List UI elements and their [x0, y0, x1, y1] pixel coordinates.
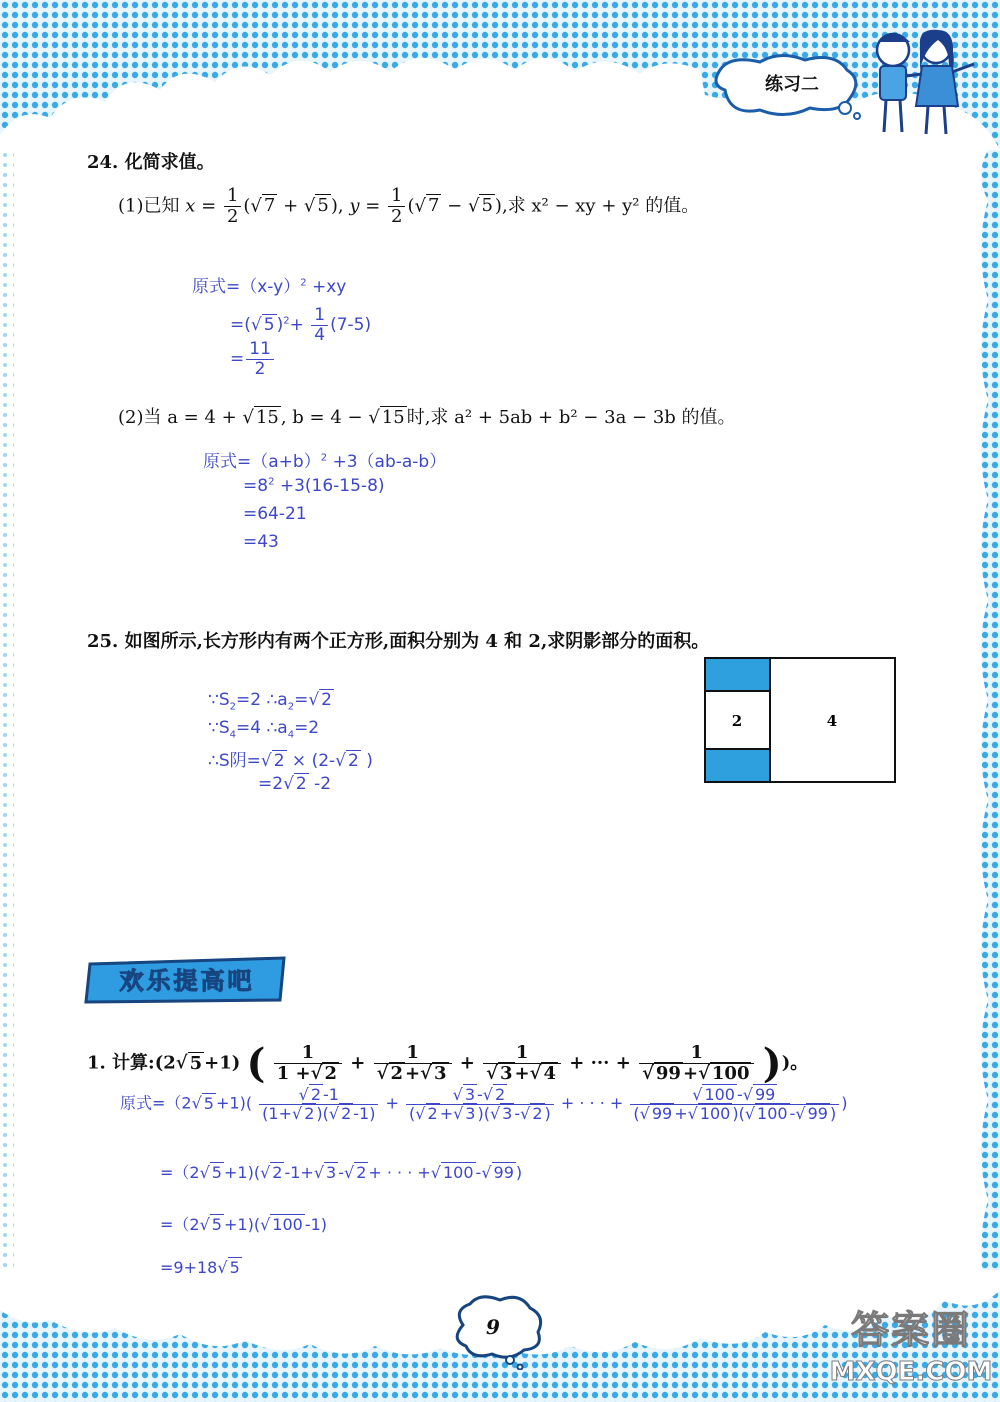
fraction-half: $\frac{1}{2}$ [224, 186, 241, 227]
watermark-url: MXQE.COM [829, 1357, 993, 1387]
section-banner-text: 欢乐提高吧 [119, 967, 255, 995]
shaded-region-top [705, 658, 769, 691]
question-24-part1: (1)已知 x = $\frac{1}{2}$ (√ 7 + √ 5 ), y = $\frac{1}{2}$ (√ 7 − √ 5 ),求 x² − xy + y² 的值。 [118, 185, 700, 227]
question-25-title: 25. 如图所示,长方形内有两个正方形,面积分别为 4 和 2,求阴影部分的面积。 [87, 631, 710, 652]
problem-1-answer-line4: =9+18√ 5 [160, 1258, 240, 1277]
large-square-label: 4 [826, 712, 838, 730]
question-24-title: 24. 化简求值。 [87, 152, 215, 173]
rectangle-two-squares-figure [704, 657, 896, 783]
cartoon-kids-icon [858, 20, 978, 140]
question-24-part2: (2)当 a = 4 + √ 15 , b = 4 − √ 15 时,求 a² + 5ab + b² − 3a − 3b 的值。 [118, 407, 736, 428]
problem-1-answer-line2: =（2√ 5 +1)(√ 2 -1+√ 3 -√ 2 + · · · +√ 100 -√ 99 ) [160, 1163, 523, 1182]
problem-1-answer-line3: =（2√ 5 +1)(√ 100 -1) [160, 1215, 328, 1234]
q24-part1-answer-line3: = $\frac{11}{2}$ [230, 340, 276, 378]
section-banner [84, 956, 290, 1004]
q24-part2-answer-line4: =43 [243, 532, 279, 552]
q24-part2-answer-line1: 原式$=(a+b)^2 +3(ab-a-b)$ [203, 452, 447, 472]
fraction-half: $\frac{1}{2}$ [388, 186, 405, 227]
header-section-label: 练习二 [765, 74, 819, 95]
small-square-label: 2 [731, 712, 743, 730]
q24-part1-answer-line2: =(√ 5 )$^2$+ $\frac{1}{4}$ (7-5) [230, 305, 372, 345]
problem-1-answer-line1: 原式=（2√ 5 +1)( $\frac{√ 2 -1}{(1+√ 2 )(√ 2 -1)}$ + $\frac{√ 3 -√ 2}{(√ 2 +√ 3 )(√ 3 -√ 2 )}$ + · · · + $\frac{√ 100 -√ 99}{(√ 99 +√ 100 )(√ 100 -√ 99 )}$ ) [120, 1085, 848, 1123]
shaded-region-bottom [705, 749, 769, 782]
q25-answer-line2: $\because S_4=4$ $\therefore a_4=2$ [208, 718, 320, 741]
watermark-title: 答案圈 [850, 1308, 971, 1352]
site-watermark [826, 1305, 996, 1400]
q25-answer-line3: ∴S阴=√ 2 × (2-√ 2 ) [208, 751, 373, 771]
right-dotted-edge [970, 150, 1000, 1300]
problem-1-statement: 1. 计算:(2√ 5 +1) ( $\frac{1}{1 +√ 2}$ + $\frac{1}{√ 2 +√ 3}$ + $\frac{1}{√ 3 +√ 4}$ + ··· + $\frac{1}{√ 99 +√ 100}$ ))。 [87, 1040, 809, 1087]
q25-answer-line4: =2√ 2 -2 [258, 774, 332, 794]
q24-part1-answer-line1: 原式$=(x-y)^2 +xy$ [192, 277, 347, 297]
q24-part2-answer-line3: =64-21 [243, 504, 307, 524]
page-number: 9 [486, 1315, 500, 1339]
q25-answer-line1: $\because S_2=2$ $\therefore a_2=√$ 2 [208, 690, 332, 713]
left-dotted-edge [0, 150, 30, 1300]
q24-part2-answer-line2: $=8^2 +3(16-15-8)$ [243, 476, 385, 496]
